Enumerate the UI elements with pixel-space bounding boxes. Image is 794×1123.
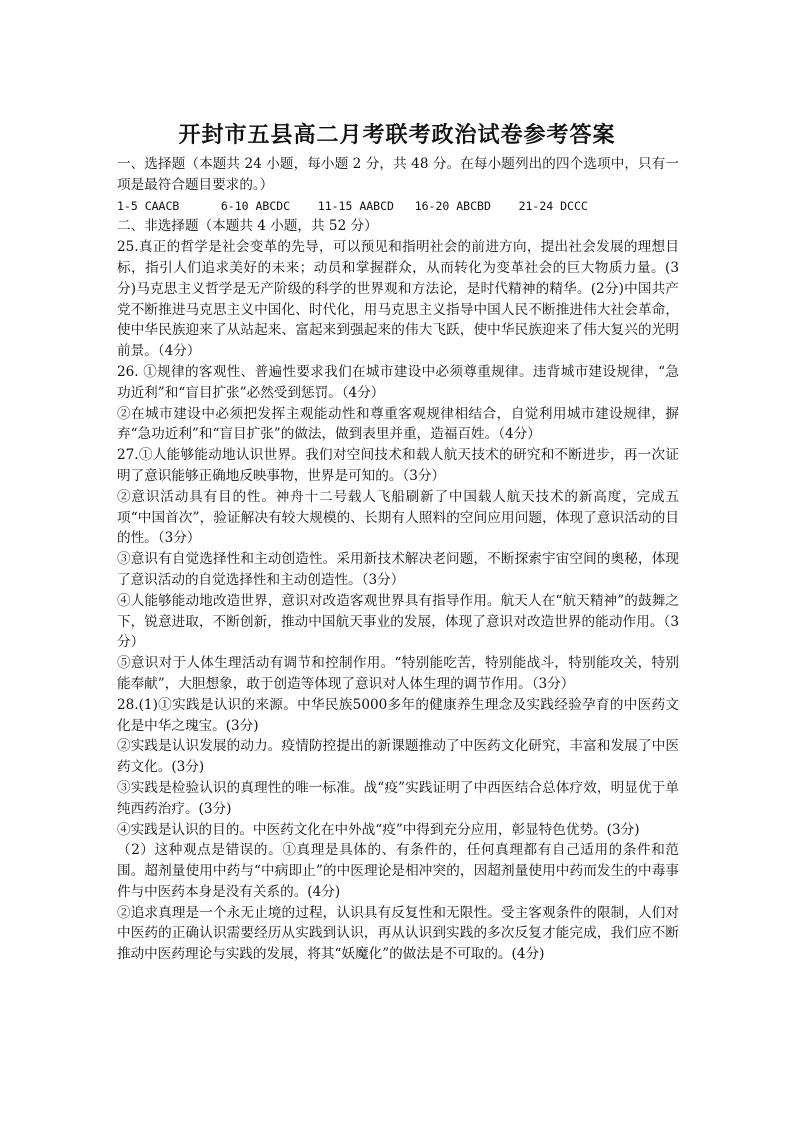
question-28-part-2-point-1: （2）这种观点是错误的。①真理是具体的、有条件的，任何真理都有自己适用的条件和范围。超剂量使用中药与“中病即止”的中医理论是相冲突的，因超剂量使用中药而发生的中毒事件与中医药本身是没有关系的。(4分) bbox=[117, 842, 679, 900]
question-28-point-3: ③实践是检验认识的真理性的唯一标准。战“疫”实践证明了中西医结合总体疗效，明显优于单纯西药治疗。(3分) bbox=[117, 779, 679, 817]
question-28-part-2-point-2: ②追求真理是一个永无止境的过程，认识具有反复性和无限性。受主客观条件的限制，人们对中医药的正确认识需要经历从实践到认识，再从认识到实践的多次反复才能完成，我们应不断推动中医药理论与实践的发展，将其“妖魔化”的做法是不可取的。(4分) bbox=[117, 904, 679, 963]
question-28-point-4: ④实践是认识的目的。中医药文化在中外战“疫”中得到充分应用，彰显特色优势。(3分) bbox=[117, 821, 640, 838]
question-27-point-5: ⑤意识对于人体生理活动有调节和控制作用。“特别能吃苦，特别能战斗，特别能攻关，特别能奉献”，大胆想象，敢于创造等体现了意识对人体生理的调节作用。（3分） bbox=[117, 655, 679, 692]
section-1-heading: 一、选择题（本题共 24 小题，每小题 2 分，共 48 分。在每小题列出的四个选项中，只有一项是最符合题目要求的。） bbox=[117, 156, 679, 193]
question-25-answer: 25.真正的哲学是社会变革的先导，可以预见和指明社会的前进方向，提出社会发展的理想目标，指引人们追求美好的未来；动员和掌握群众，从而转化为变革社会的巨大物质力量。(3分)马克思主义哲学是无产阶级的科学的世界观和方法论，是时代精神的精华。(2分)中国共产党不断推进马克思主义中国化、时代化，用马克思主义指导中国人民不断推进伟大社会革命，使中华民族迎来了从站起来、富起来到强起来的伟大飞跃，使中华民族迎来了伟大复兴的光明前景。（4分） bbox=[117, 239, 679, 360]
section-2-heading: 二、非选择题（本题共 4 小题，共 52 分） bbox=[117, 218, 378, 235]
question-26-point-1: 26. ①规律的客观性、普遍性要求我们在城市建设中必须尊重规律。违背城市建设规律，“急功近利”和“盲目扩张”必然受到惩罚。（4分） bbox=[117, 363, 679, 401]
question-28-point-2: ②实践是认识发展的动力。疫情防控提出的新课题推动了中医药文化研究，丰富和发展了中医药文化。(3分) bbox=[117, 738, 679, 776]
multiple-choice-answers: 1-5 CAACB 6-10 ABCDC 11-15 AABCD 16-20 ABCBD 21-24 DCCC bbox=[117, 198, 588, 213]
question-27-point-1: 27.①人能够能动地认识世界。我们对空间技术和载人航天技术的研究和不断进步，再一次证明了意识能够正确地反映事物，世界是可知的。（3分） bbox=[117, 447, 679, 484]
question-27-point-4: ④人能够能动地改造世界，意识对改造客观世界具有指导作用。航天人在“航天精神”的鼓舞之下，锐意进取，不断创新，推动中国航天事业的发展，体现了意识对改造世界的能动作用。（3分） bbox=[117, 592, 679, 651]
question-27-point-3: ③意识有自觉选择性和主动创造性。采用新技术解决老问题，不断探索宇宙空间的奥秘，体现了意识活动的自觉选择性和主动创造性。（3分） bbox=[117, 551, 679, 588]
question-26-point-2: ②在城市建设中必须把发挥主观能动性和尊重客观规律相结合，自觉利用城市建设规律，摒弃“急功近利”和“盲目扩张”的做法，做到表里并重，造福百姓。（4分） bbox=[117, 405, 679, 443]
question-28-point-1: 28.(1)①实践是认识的来源。中华民族5000多年的健康养生理念及实践经验孕育的中医药文化是中华之瑰宝。(3分) bbox=[117, 696, 679, 734]
question-27-point-2: ②意识活动具有目的性。神舟十二号载人飞船刷新了中国载人航天技术的新高度，完成五项“中国首次”，验证解决有较大规模的、长期有人照料的空间应用问题，体现了意识活动的目的性。（3分） bbox=[117, 488, 679, 547]
answer-content bbox=[117, 154, 679, 965]
page-title: 开封市五县高二月考联考政治试卷参考答案 bbox=[178, 122, 616, 148]
